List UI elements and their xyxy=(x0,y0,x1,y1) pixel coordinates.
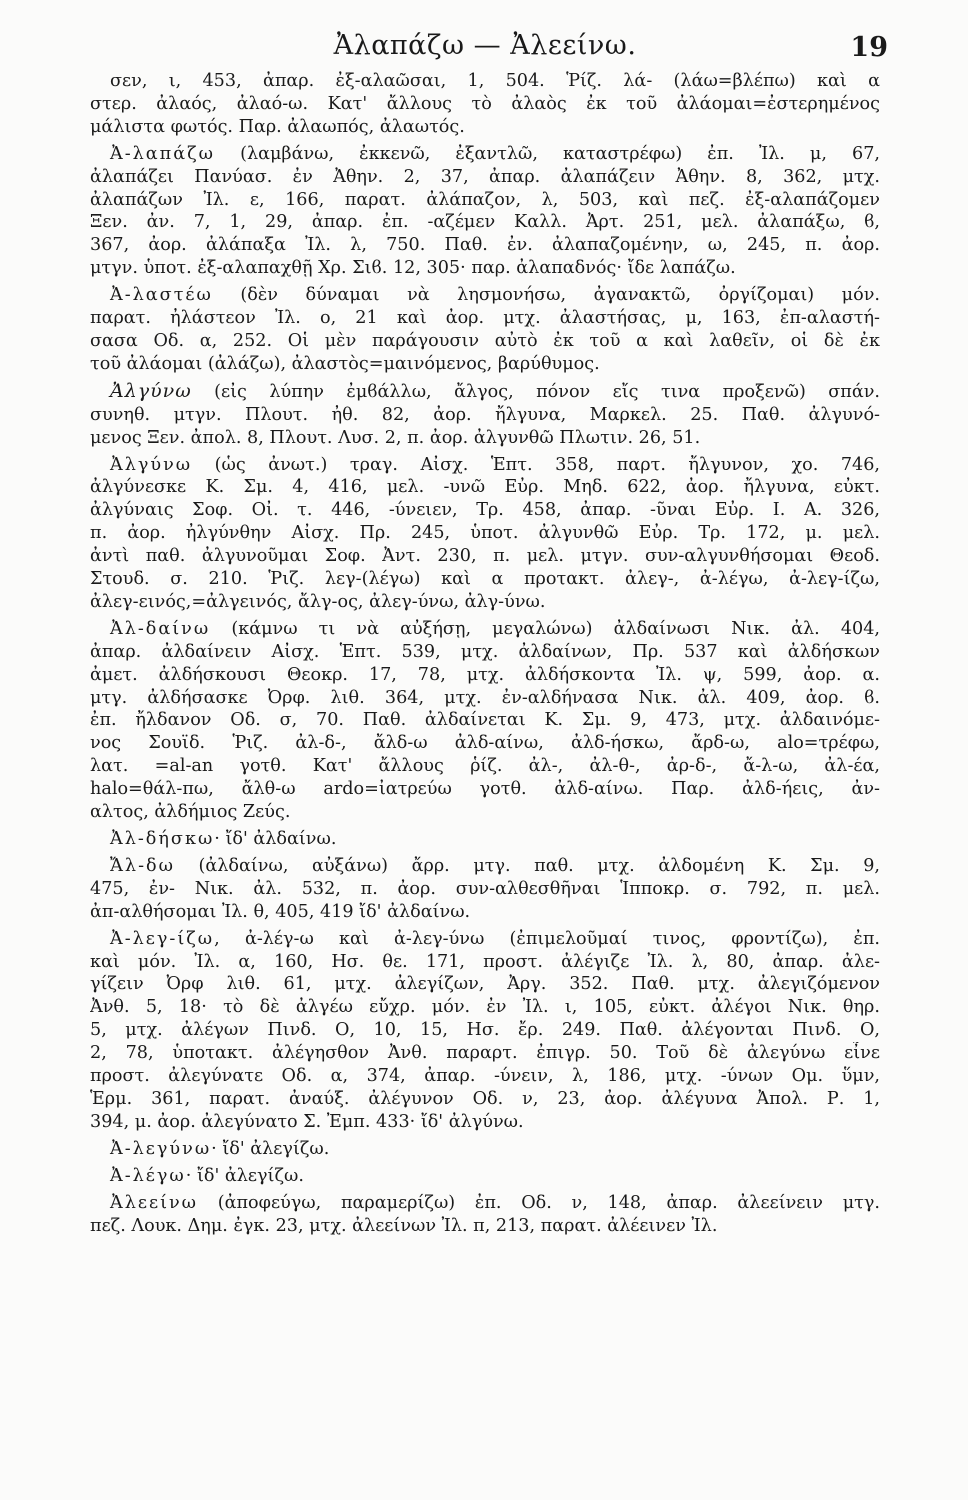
entry-line xyxy=(90,234,880,257)
entry-text: ἀλγύναις Σοφ. Οἰ. τ. 446, -ύνειεν, Τρ. 458, ἀπαρ. -ῦναι Εὐρ. Ι. Α. 326, xyxy=(90,500,880,521)
entry-line xyxy=(90,116,880,139)
entry-text: αλτος, ἀλδήμιος Ζεύς. xyxy=(90,802,291,823)
entry-text: Ἀνθ. 5, 18· τὸ δὲ ἀλγέω εὔχρ. μόν. ἐν Ἰλ. ι, 105, εὐκτ. ἀλέγοι Νικ. θηρ. xyxy=(90,997,880,1018)
entry-text: πεζ. Λουκ. Δημ. ἐγκ. 23, μτχ. ἀλεείνων Ἰλ. π, 213, παρατ. ἀλέεινεν Ἰλ. xyxy=(90,1215,718,1236)
entry-text: Ἑρμ. 361, παρατ. ἀναύξ. ἀλέγυνον Οδ. ν, 23, ἀορ. ἀλέγυνα Ἀπολ. Ρ. 1, xyxy=(90,1088,880,1109)
entry-text: (ἀποφεύγω, παραμερίζω) ἐπ. Οδ. ν, 148, ἀπαρ. ἀλεείνειν μτγ. xyxy=(198,1192,880,1213)
entry-line xyxy=(90,189,880,212)
entry-line xyxy=(90,427,880,450)
entry-headword: Ἀ-λέγω xyxy=(110,1165,186,1186)
entry-line xyxy=(90,996,880,1019)
dictionary-entry xyxy=(90,828,880,851)
dictionary-entry xyxy=(90,1192,880,1238)
entry-line xyxy=(90,1165,880,1188)
entry-line xyxy=(90,755,880,778)
entry-line xyxy=(90,801,880,824)
entry-text: σεν, ι, 453, ἀπαρ. ἐξ-αλαῶσαι, 1, 504. Ῥίζ. λά- (λάω=βλέπω) καὶ α xyxy=(110,71,880,91)
entry-text: νος Σουϊδ. Ῥιζ. ἀλ-δ-, ἄλδ-ω ἀλδ-αίνω, ἀλδ-ήσκω, ἄρδ-ω, alo=τρέφω, xyxy=(90,733,880,754)
entry-text: ἀπαρ. ἀλδαίνειν Αἰσχ. Ἑπτ. 539, μτχ. ἀλδαίνων, Πρ. 537 καὶ ἀλδήσκων xyxy=(90,641,880,662)
entry-headword: Ἀλγύνω xyxy=(110,454,193,475)
dictionary-entry xyxy=(90,454,880,614)
entry-line xyxy=(90,951,880,974)
entry-headword: Ἄλ-δω xyxy=(110,855,175,876)
entry-text: στερ. ἀλαός, ἀλαό-ω. Κατ' ἄλλους τὸ ἀλαὸς ἐκ τοῦ ἀλάομαι=ἐστερημένος xyxy=(90,93,880,114)
entry-line xyxy=(90,476,880,499)
entry-text: μτγν. ὑποτ. ἐξ-αλαπαχθῇ Χρ. Σιϐ. 12, 305· παρ. ἀλαπαδνός· ἴδε λαπάζω. xyxy=(90,258,736,279)
entry-text: (εἰς λύπην ἐμϐάλλω, ἄλγος, πόνον εἴς τινα προξενῶ) σπάν. xyxy=(191,381,880,402)
entry-text: (ἀλδαίνω, αὐξάνω) ἄρρ. μτγ. παθ. μτχ. ἀλδομένη Κ. Σμ. 9, xyxy=(174,855,880,876)
entry-line xyxy=(90,1111,880,1134)
entry-line xyxy=(90,522,880,545)
entry-line xyxy=(90,664,880,687)
entry-line xyxy=(90,211,880,234)
entry-headword: Ἀλγύνω xyxy=(110,379,192,402)
entry-line xyxy=(90,568,880,591)
entry-line xyxy=(90,284,880,307)
entry-text: καὶ μόν. Ἰλ. α, 160, Ησ. θε. 171, προστ. ἀλέγιζε Ἰλ. λ, 80, ἀπαρ. ἀλε- xyxy=(90,951,880,972)
page-number: 19 xyxy=(850,32,888,63)
entry-text: 367, ἀορ. ἀλάπαξα Ἰλ. λ, 750. Παθ. ἐν. ἀλαπαζομένην, ω, 245, π. ἀορ. xyxy=(90,235,880,256)
entry-line xyxy=(90,257,880,280)
entry-line xyxy=(90,973,880,996)
entry-line xyxy=(90,618,880,641)
entry-headword: Ἀ-λαπάζω xyxy=(110,143,216,164)
dictionary-entry xyxy=(90,928,880,1134)
entry-line xyxy=(90,70,880,93)
entry-line xyxy=(90,687,880,710)
entry-line xyxy=(90,732,880,755)
running-title: Ἀλαπάζω — Ἀλεείνω. xyxy=(333,30,637,61)
dictionary-entry xyxy=(90,143,880,280)
entry-line xyxy=(90,591,880,614)
running-head xyxy=(90,22,888,70)
entry-line xyxy=(90,828,880,851)
entry-headword: Ἀλ-δήσκω xyxy=(110,829,215,849)
entry-text: (λαμβάνω, ἐκκενῶ, ἐξαντλῶ, καταστρέφω) ἐπ. Ἰλ. μ, 67, xyxy=(215,143,880,164)
entry-line xyxy=(90,1192,880,1215)
entry-line xyxy=(90,1042,880,1065)
entry-text: 475, ἐν- Νικ. ἀλ. 532, π. ἀορ. συν-αλθεσθῆναι Ἱπποκρ. σ. 792, π. μελ. xyxy=(90,878,880,899)
dictionary-entry xyxy=(90,284,880,376)
entry-text: , ἀ-λέγ-ω καὶ ἀ-λεγ-ύνω (ἐπιμελοῦμαί τινος, φροντίζω), ἐπ. xyxy=(214,928,880,949)
entry-text: ἀλαπάζων Ἰλ. ε, 166, παρατ. ἀλάπαζον, λ, 503, καὶ πεζ. ἐξ-αλαπάζομεν xyxy=(90,189,880,210)
entry-text: · ἴδ' ἀλεγίζω. xyxy=(211,1138,330,1159)
entry-line xyxy=(90,353,880,376)
entry-text: (κάμνω τι νὰ αὐξήσῃ, μεγαλώνω) ἀλδαίνωσι Νικ. ἀλ. 404, xyxy=(210,618,880,639)
dictionary-entry xyxy=(90,380,880,450)
entry-text: ἀλαπάζει Πανύασ. ἐν Ἀθην. 2, 37, ἀπαρ. ἀλαπάζειν Ἀθην. 8, 362, μτχ. xyxy=(90,166,880,187)
entry-headword: Ἀλ-δαίνω xyxy=(110,618,211,639)
entry-text: μάλιστα φωτός. Παρ. ἀλαωπός, ἀλαωτός. xyxy=(90,116,465,137)
entry-text: μενος Ξεν. ἀπολ. 8, Πλουτ. Λυσ. 2, π. ἀορ. ἀλγυνθῶ Πλωτιν. 26, 51. xyxy=(90,427,701,448)
dictionary-entry xyxy=(90,618,880,824)
entry-text: Ξεν. ἀν. 7, 1, 29, ἀπαρ. ἐπ. -αζέμεν Καλλ. Ἀρτ. 251, μελ. ἀλαπάξω, ϐ, xyxy=(90,212,880,233)
entry-text: Στουδ. σ. 210. Ῥιζ. λεγ-(λέγω) καὶ α προτακτ. ἀλεγ-, ἀ-λέγω, ἀ-λεγ-ίζω, xyxy=(90,569,880,590)
entry-text: 5, μτχ. ἀλέγων Πινδ. Ο, 10, 15, Ησ. ἔρ. 249. Παθ. ἀλέγονται Πινδ. Ο, xyxy=(90,1020,880,1041)
entry-text: συνηθ. μτγν. Πλουτ. ἠθ. 82, ἀορ. ἤλγυνα, Μαρκελ. 25. Παθ. ἀλγυνό- xyxy=(90,404,880,425)
entry-line xyxy=(90,928,880,951)
entry-line xyxy=(90,641,880,664)
entry-text: ἀπ-αλθήσομαι Ἰλ. θ, 405, 419 ἴδ' ἀλδαίνω. xyxy=(90,901,471,922)
dictionary-entry xyxy=(90,1138,880,1161)
entry-headword: Ἀλεείνω xyxy=(110,1192,199,1213)
entry-text: · ἴδ' ἀλεγίζω. xyxy=(185,1165,304,1186)
entry-line xyxy=(90,93,880,116)
entry-headword: Ἀ-λεγ-ίζω xyxy=(110,928,215,949)
entry-line xyxy=(90,1215,880,1238)
entry-text: 394, μ. ἀορ. ἀλεγύνατο Σ. Ἐμπ. 433· ἴδ' ἀλγύνω. xyxy=(90,1111,524,1132)
entry-text: λατ. =al-an γοτθ. Κατ' ἄλλους ῥίζ. ἀλ-, ἀλ-θ-, ἀρ-δ-, ἄ-λ-ω, ἀλ-έα, xyxy=(90,756,880,777)
entry-text: παρατ. ἠλάστεον Ἰλ. ο, 21 καὶ ἀορ. μτχ. ἀλαστήσας, μ, 163, ἐπ-αλαστή- xyxy=(90,308,880,329)
entry-text: halo=θάλ-πω, ἄλθ-ω ardo=ἰατρεύω γοτθ. ἀλδ-αίνω. Παρ. ἀλδ-ήεις, ἀν- xyxy=(90,779,880,800)
entry-line xyxy=(90,307,880,330)
entry-line xyxy=(90,330,880,353)
entry-text: ἀλγύνεσκε Κ. Σμ. 4, 416, μελ. -υνῶ Εὐρ. Μηδ. 622, ἀορ. ἤλγυνα, εὐκτ. xyxy=(90,477,880,498)
entry-line xyxy=(90,901,880,924)
entry-text: ἀντὶ παθ. ἀλγυνοῦμαι Σοφ. Ἀντ. 230, π. μελ. μτγν. συν-αλγυνθήσομαι Θεοδ. xyxy=(90,546,880,567)
entry-text: 2, 78, ὑποτακτ. ἀλέγησθον Ἀνθ. παραρτ. ἐπιγρ. 50. Τοῦ δὲ ἀλεγύνω εἶνε xyxy=(90,1043,880,1064)
entry-text: ἀλεγ-εινός,=ἀλγεινός, ἄλγ-ος, ἀλεγ-ύνω, ἀλγ-ύνω. xyxy=(90,591,546,612)
entry-line xyxy=(90,166,880,189)
entry-headword: Ἀ-λεγύνω xyxy=(110,1138,212,1159)
entry-text: ἀμετ. ἀλδήσκουσι Θεοκρ. 17, 78, μτχ. ἀλδήσκοντα Ἰλ. ψ, 599, ἀορ. α. xyxy=(90,664,880,685)
entry-line xyxy=(90,778,880,801)
entry-line xyxy=(90,878,880,901)
entry-line xyxy=(90,1088,880,1111)
entry-text: (ὡς ἀνωτ.) τραγ. Αἰσχ. Ἑπτ. 358, παρτ. ἤλγυνον, χο. 746, xyxy=(192,454,880,475)
entry-text: ἐπ. ἤλδανον Οδ. σ, 70. Παθ. ἀλδαίνεται Κ. Σμ. 9, 473, μτχ. ἀλδαινόμε- xyxy=(90,710,880,731)
entry-line xyxy=(90,1138,880,1161)
entry-text: γίζειν Ὀρφ λιθ. 61, μτχ. ἀλεγίζων, Ἀργ. 352. Παθ. μτχ. ἀλεγιζόμενον xyxy=(90,974,880,995)
entry-line xyxy=(90,1019,880,1042)
entry-headword: Ἀ-λαστέω xyxy=(110,285,213,306)
entry-text: · ἴδ' ἀλδαίνω. xyxy=(214,829,337,849)
entry-line xyxy=(90,380,880,404)
entry-line xyxy=(90,404,880,427)
dictionary-entry xyxy=(90,70,880,139)
dictionary-entry xyxy=(90,1165,880,1188)
entry-text: προστ. ἀλεγύνατε Οδ. α, 374, ἀπαρ. -ύνειν, λ, 186, μτχ. -ύνων Ομ. ὕμν, xyxy=(90,1066,880,1087)
entry-line xyxy=(90,545,880,568)
entry-line xyxy=(90,855,880,878)
dictionary-entry xyxy=(90,855,880,924)
entry-line xyxy=(90,143,880,166)
entry-text: π. ἀορ. ἠλγύνθην Αἰσχ. Πρ. 245, ὑποτ. ἀλγυνθῶ Εὐρ. Τρ. 172, μ. μελ. xyxy=(90,523,880,544)
entry-text: (δὲν δύναμαι νὰ λησμονήσω, ἀγανακτῶ, ὀργίζομαι) μόν. xyxy=(212,285,880,306)
entry-text: τοῦ ἀλάομαι (ἀλάζω), ἀλαστὸς=μαινόμενος, βαρύθυμος. xyxy=(90,353,600,374)
entry-line xyxy=(90,454,880,477)
entry-text: μτγ. ἀλδήσασκε Ὀρφ. λιθ. 364, μτχ. ἐν-αλδήνασα Νικ. ἀλ. 409, ἀορ. ϐ. xyxy=(90,687,880,708)
entry-line xyxy=(90,1065,880,1088)
entry-line xyxy=(90,499,880,522)
entry-text: σασα Οδ. α, 252. Οἱ μὲν παράγουσιν αὐτὸ ἐκ τοῦ α καὶ λαθεῖν, οἱ δὲ ἐκ xyxy=(90,330,880,351)
dictionary-entries xyxy=(90,70,880,1237)
entry-line xyxy=(90,709,880,732)
